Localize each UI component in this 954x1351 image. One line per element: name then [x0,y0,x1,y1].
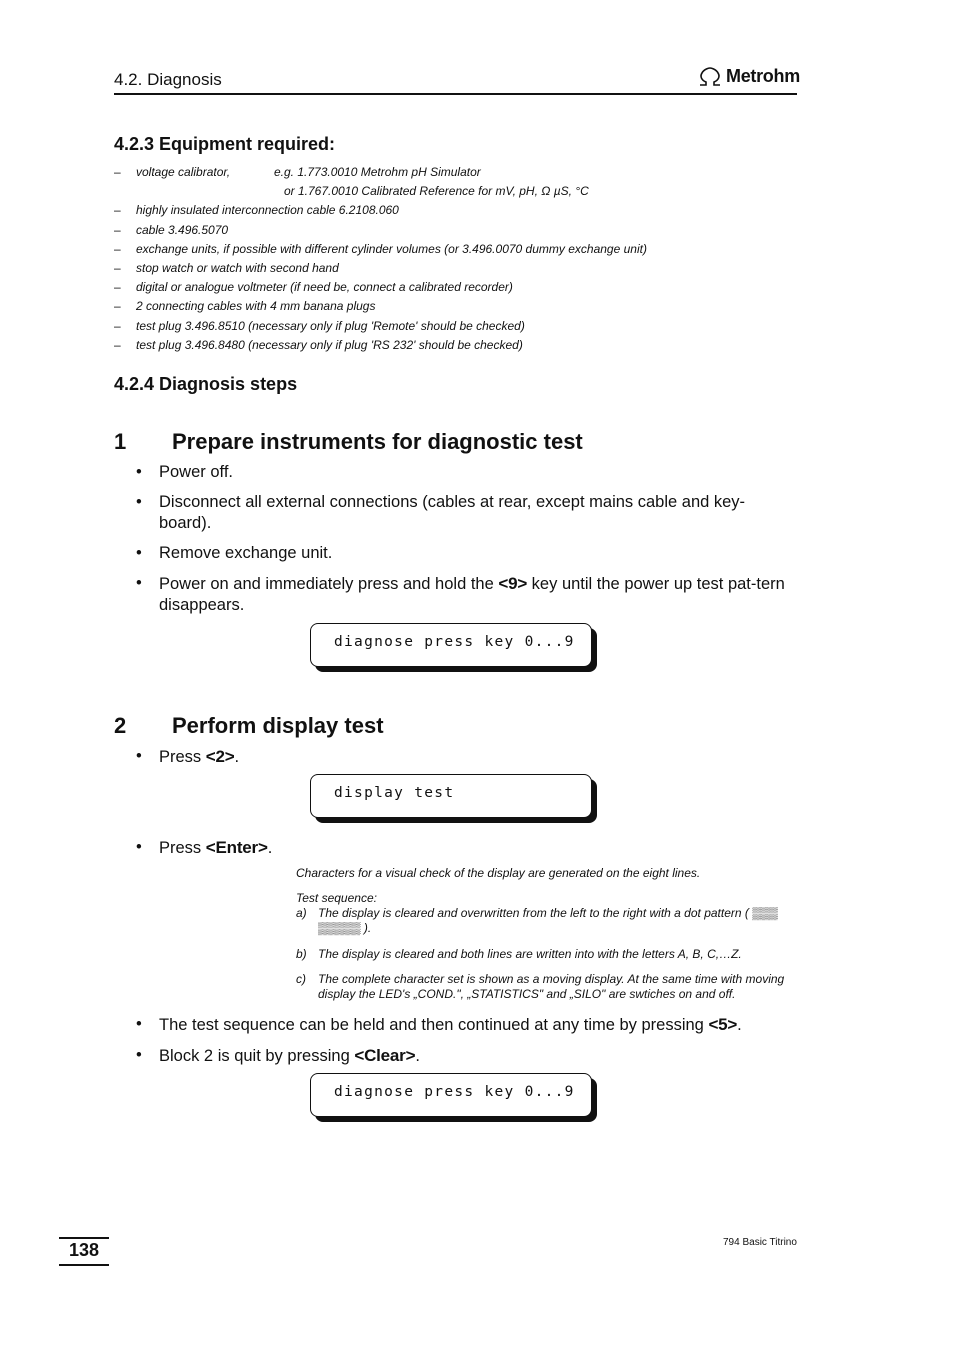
list-item: – exchange units, if possible with different cylinder volumes (or 3.496.0070 dummy exchange unit) [114,241,647,256]
list-item: – voltage calibrator, e.g. 1.773.0010 Metrohm pH Simulator [114,165,481,179]
list-item: b) The display is cleared and both lines are written into with the letters A, B, C,…Z. [296,947,742,961]
list-item: – stop watch or watch with second hand [114,260,339,275]
footer-rule [59,1237,109,1239]
bullet-icon: • [136,463,142,481]
brand-logo [697,66,800,87]
omega-icon [697,67,723,87]
step-number: 1 [114,429,127,454]
bullet-icon: • [136,574,142,592]
lcd-display: diagnose press key 0...9 [310,623,592,667]
equipment-list [114,164,814,356]
lcd-display: display test [310,774,592,818]
section-header: 4.2. Diagnosis [114,70,222,89]
list-item: – digital or analogue voltmeter (if need be, connect a calibrated recorder) [114,280,513,295]
list-item: c) The complete character set is shown as a moving display. At the same time with moving display the LED's „COND.", „STATISTICS" and „SILO" are swtiches on and off. [296,972,785,1001]
list-item: or 1.767.0010 Calibrated Reference for mV, pH, Ω µS, °C [284,184,589,199]
note-intro: Characters for a visual check of the display are generated on the eight lines. [296,866,701,880]
list-item: – highly insulated interconnection cable 6.2108.060 [114,203,399,218]
step1-heading [114,429,583,455]
test-sequence-label: Test sequence: [296,891,377,905]
equipment-heading: 4.2.3 Equipment required: [114,134,336,154]
list-item: – test plug 3.496.8510 (necessary only if plug 'Remote' should be checked) [114,318,525,333]
diagnosis-steps-heading: 4.2.4 Diagnosis steps [114,374,298,394]
key-enter: <Enter> [205,838,268,857]
bullet-icon: • [136,838,142,856]
list-item: • Press <Enter>. [136,838,273,857]
list-item: • Power off. [136,463,233,481]
logo-text: Metrohm [726,66,800,86]
bullet-icon: • [136,1015,142,1033]
bullet-icon: • [136,544,142,562]
bullet-icon: • [136,1046,142,1064]
list-item: • The test sequence can be held and then continued at any time by pressing <5>. [136,1015,742,1034]
bullet-icon: • [136,747,142,765]
list-item: a) The display is cleared and overwritten from the left to the right with a dot pattern ( ▒▒▒ ▒▒▒▒▒ ). [296,906,778,935]
step-title: Perform display test [172,713,384,738]
key-5: <5> [708,1015,738,1034]
list-item: • Power on and immediately press and hold the <9> key until the power up test pat-tern disappears. [136,574,785,614]
key-9: <9> [498,574,528,593]
list-item: – 2 connecting cables with 4 mm banana plugs [114,299,376,314]
list-item: – test plug 3.496.8480 (necessary only if plug 'RS 232' should be checked) [114,337,523,352]
step2-heading [114,713,384,739]
page-number: 138 [68,1240,100,1260]
step-number: 2 [114,713,127,738]
list-item: • Disconnect all external connections (cables at rear, except mains cable and key-board). [136,493,746,532]
bullet-icon: • [136,493,142,511]
list-item: • Press <2>. [136,747,240,766]
list-item: • Remove exchange unit. [136,544,333,562]
key-2: <2> [205,747,235,766]
header-rule [114,93,797,95]
key-clear: <Clear> [354,1046,416,1065]
list-item: • Block 2 is quit by pressing <Clear>. [136,1046,420,1065]
list-item: – cable 3.496.5070 [114,222,229,237]
lcd-display: diagnose press key 0...9 [310,1073,592,1117]
step-title: Prepare instruments for diagnostic test [172,429,583,454]
footer-rule [59,1264,109,1266]
product-name: 794 Basic Titrino [723,1237,797,1248]
